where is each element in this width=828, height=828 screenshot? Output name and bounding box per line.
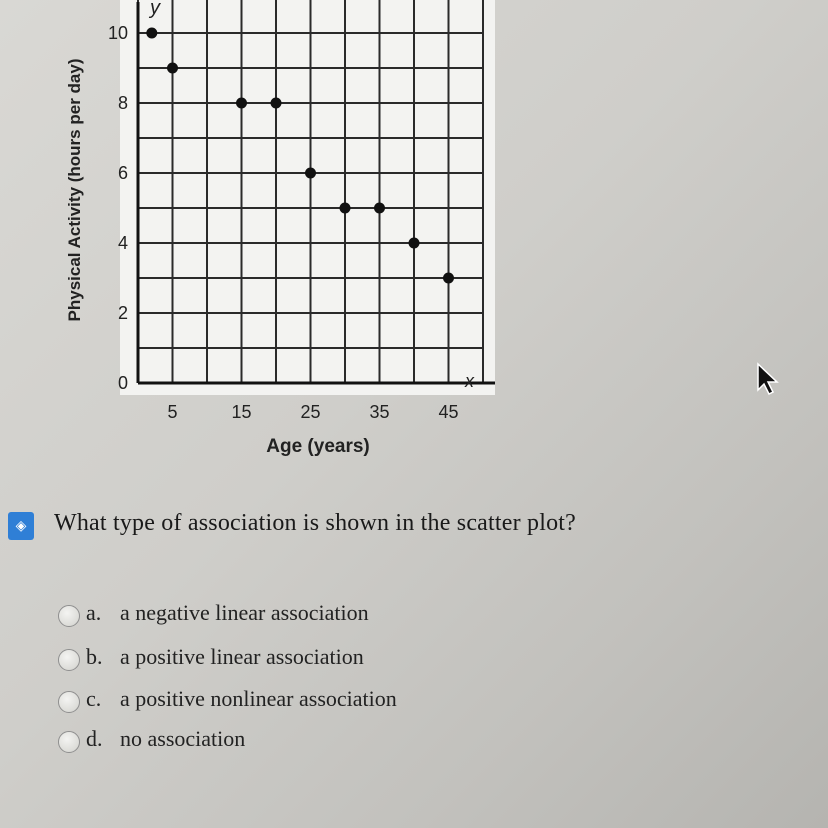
y-tick-label: 6 bbox=[117, 163, 128, 183]
x-axis-letter: x bbox=[465, 371, 474, 391]
x-tick-label: 15 bbox=[231, 402, 252, 422]
x-tick-label: 5 bbox=[167, 402, 178, 422]
data-point bbox=[236, 98, 247, 109]
question-square-icon: ◈ bbox=[8, 512, 34, 540]
y-tick-label: 10 bbox=[107, 23, 128, 43]
x-tick-label: 45 bbox=[438, 402, 459, 422]
data-point bbox=[271, 98, 282, 109]
option-letter: a. bbox=[86, 600, 102, 625]
radio-button-icon[interactable] bbox=[58, 691, 80, 713]
x-axis-label: Age (years) bbox=[266, 436, 370, 457]
y-axis-label: Physical Activity (hours per day) bbox=[65, 58, 84, 322]
x-tick-labels bbox=[167, 402, 458, 422]
option-letter: c. bbox=[86, 686, 102, 711]
option-a[interactable] bbox=[58, 600, 558, 632]
option-d[interactable] bbox=[58, 726, 558, 758]
option-text: a negative linear association bbox=[120, 600, 369, 625]
option-text: a positive linear association bbox=[120, 644, 364, 669]
option-b[interactable] bbox=[58, 644, 558, 676]
option-text: a positive nonlinear association bbox=[120, 686, 397, 711]
data-point bbox=[340, 203, 351, 214]
y-tick-label: 8 bbox=[117, 93, 128, 113]
option-c[interactable] bbox=[58, 686, 558, 718]
data-point bbox=[409, 238, 420, 249]
radio-button-icon[interactable] bbox=[58, 731, 80, 753]
x-tick-label: 25 bbox=[300, 402, 321, 422]
option-letter: b. bbox=[86, 644, 103, 669]
option-text: no association bbox=[120, 726, 246, 751]
question-text: What type of association is shown in the scatter plot? bbox=[54, 510, 577, 536]
y-axis-letter: y bbox=[150, 0, 160, 19]
option-letter: d. bbox=[86, 726, 103, 751]
y-tick-label: 2 bbox=[117, 303, 128, 323]
data-point bbox=[146, 28, 157, 39]
question-row bbox=[8, 508, 808, 548]
radio-button-icon[interactable] bbox=[58, 605, 80, 627]
x-tick-label: 35 bbox=[369, 402, 390, 422]
radio-button-icon[interactable] bbox=[58, 649, 80, 671]
data-point bbox=[443, 273, 454, 284]
data-point bbox=[167, 63, 178, 74]
y-tick-label: 4 bbox=[117, 233, 128, 253]
mouse-cursor-icon bbox=[755, 362, 785, 396]
data-point bbox=[305, 168, 316, 179]
data-point bbox=[374, 203, 385, 214]
y-tick-label: 0 bbox=[117, 373, 128, 393]
